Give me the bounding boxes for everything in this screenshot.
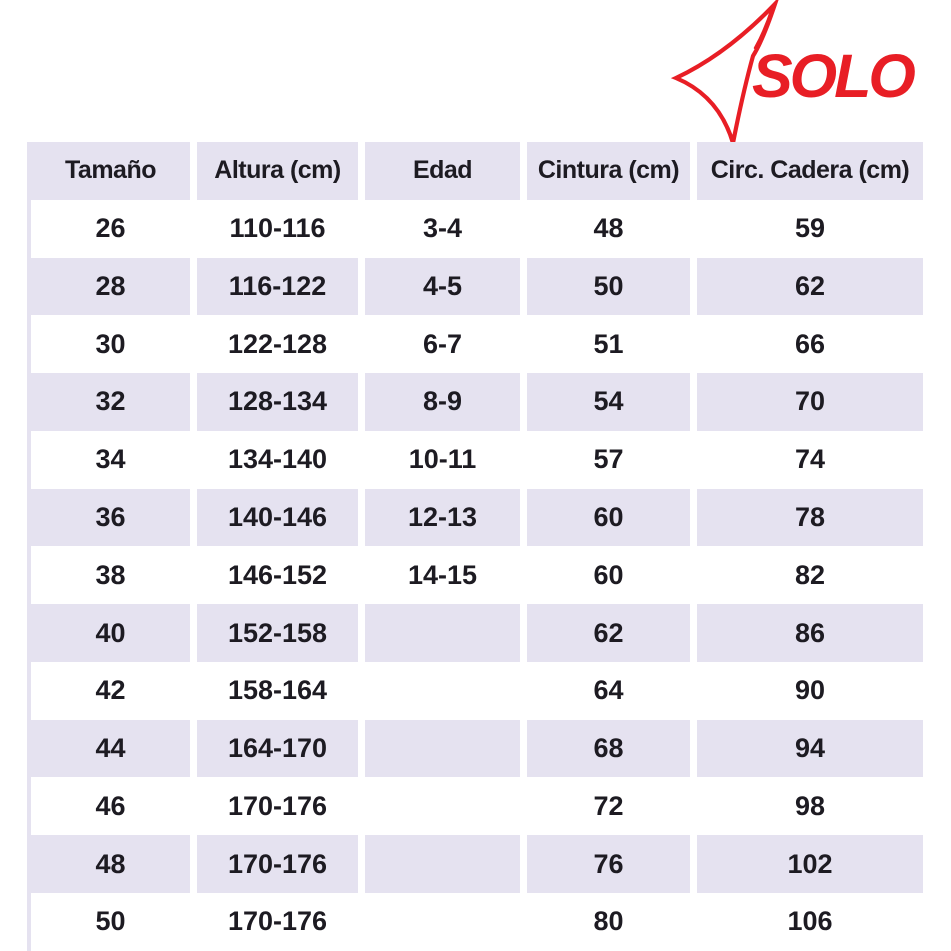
table-cell: 10-11 — [365, 431, 520, 489]
table-cell: 40 — [31, 604, 190, 662]
table-cell: 30 — [31, 315, 190, 373]
table-cell: 102 — [697, 835, 923, 893]
column-header: Edad — [365, 142, 520, 200]
table-cell: 57 — [527, 431, 690, 489]
table-cell: 62 — [527, 604, 690, 662]
table-cell: 98 — [697, 777, 923, 835]
column-header: Cintura (cm) — [527, 142, 690, 200]
table-cell: 128-134 — [197, 373, 358, 431]
table-cell: 170-176 — [197, 893, 358, 951]
table-cell: 26 — [31, 200, 190, 258]
table-cell: 86 — [697, 604, 923, 662]
table-cell: 34 — [31, 431, 190, 489]
table-cell: 70 — [697, 373, 923, 431]
table-cell — [365, 720, 520, 778]
solo-logo-text: SOLO — [752, 42, 913, 110]
table-cell: 8-9 — [365, 373, 520, 431]
table-cell: 14-15 — [365, 546, 520, 604]
table-cell: 4-5 — [365, 258, 520, 316]
table-cell: 146-152 — [197, 546, 358, 604]
table-cell: 76 — [527, 835, 690, 893]
table-cell: 90 — [697, 662, 923, 720]
column-header: Circ. Cadera (cm) — [697, 142, 923, 200]
table-cell: 60 — [527, 546, 690, 604]
table-cell: 78 — [697, 489, 923, 547]
table-cell: 158-164 — [197, 662, 358, 720]
size-table-grid — [31, 142, 923, 951]
table-cell: 51 — [527, 315, 690, 373]
table-cell: 164-170 — [197, 720, 358, 778]
table-cell: 48 — [31, 835, 190, 893]
table-cell: 72 — [527, 777, 690, 835]
table-cell: 110-116 — [197, 200, 358, 258]
table-cell: 74 — [697, 431, 923, 489]
table-cell: 60 — [527, 489, 690, 547]
table-cell: 3-4 — [365, 200, 520, 258]
table-cell: 12-13 — [365, 489, 520, 547]
table-cell: 106 — [697, 893, 923, 951]
table-cell: 94 — [697, 720, 923, 778]
table-cell: 66 — [697, 315, 923, 373]
table-cell: 152-158 — [197, 604, 358, 662]
table-cell: 50 — [31, 893, 190, 951]
table-cell: 62 — [697, 258, 923, 316]
table-cell: 80 — [527, 893, 690, 951]
table-cell — [365, 604, 520, 662]
table-cell: 46 — [31, 777, 190, 835]
table-cell: 68 — [527, 720, 690, 778]
table-cell: 116-122 — [197, 258, 358, 316]
table-cell: 170-176 — [197, 835, 358, 893]
table-cell: 38 — [31, 546, 190, 604]
table-cell: 122-128 — [197, 315, 358, 373]
table-cell: 50 — [527, 258, 690, 316]
table-cell: 64 — [527, 662, 690, 720]
table-cell — [365, 777, 520, 835]
table-cell: 6-7 — [365, 315, 520, 373]
table-cell: 32 — [31, 373, 190, 431]
table-cell: 36 — [31, 489, 190, 547]
table-cell: 170-176 — [197, 777, 358, 835]
table-cell: 44 — [31, 720, 190, 778]
table-cell: 82 — [697, 546, 923, 604]
table-cell: 134-140 — [197, 431, 358, 489]
table-cell: 28 — [31, 258, 190, 316]
table-cell — [365, 893, 520, 951]
table-cell — [365, 662, 520, 720]
table-cell: 140-146 — [197, 489, 358, 547]
table-cell: 54 — [527, 373, 690, 431]
table-cell: 59 — [697, 200, 923, 258]
table-cell: 42 — [31, 662, 190, 720]
table-cell — [365, 835, 520, 893]
column-header: Altura (cm) — [197, 142, 358, 200]
solo-logo — [0, 0, 951, 150]
table-cell: 48 — [527, 200, 690, 258]
column-header: Tamaño — [31, 142, 190, 200]
